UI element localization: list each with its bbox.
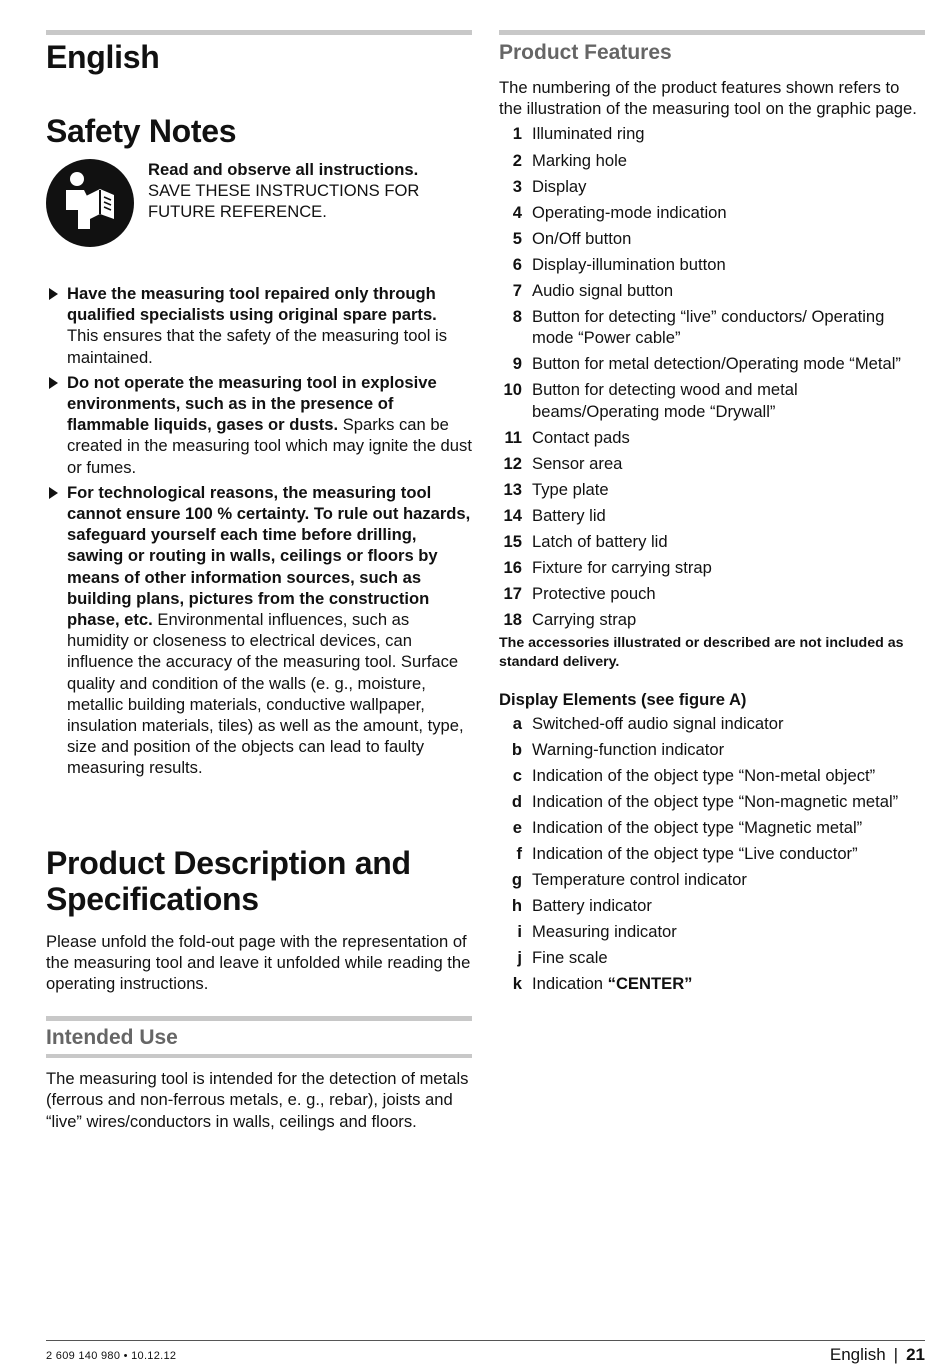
list-item: 18 Carrying strap	[503, 610, 637, 630]
bullet-bold: Have the measuring tool repaired only through qualified specialists using original spare parts.	[67, 284, 437, 325]
language-heading: English	[46, 39, 160, 75]
intended-use-rule-bottom	[46, 1054, 472, 1058]
list-item: 3 Display	[512, 176, 587, 196]
list-item: i Measuring indicator	[517, 922, 677, 942]
list-item: 7 Audio signal button	[512, 280, 674, 300]
bullet-arrow-icon	[49, 377, 58, 389]
safety-bullet	[46, 283, 472, 368]
list-item: j Fine scale	[517, 948, 608, 968]
top-rule-left	[46, 30, 472, 35]
list-item: b Warning-function indicator	[511, 739, 725, 759]
list-item: g Temperature control indicator	[511, 870, 747, 890]
list-item: a Switched-off audio signal indicator	[512, 713, 784, 733]
notice-caps-1: SAVE THESE INSTRUCTIONS FOR	[148, 181, 420, 201]
list-item: 1 Illuminated ring	[512, 124, 645, 144]
product-features-heading: Product Features	[499, 41, 672, 64]
list-item: e Indication of the object type “Magnetic metal”	[512, 817, 863, 837]
list-item: 6 Display-illumination button	[512, 254, 726, 274]
list-item: 10 Button for detecting wood and metal beams/Operating mode “Drywall”	[503, 380, 798, 421]
page-indicator	[830, 1345, 925, 1365]
display-elements-list	[499, 713, 925, 995]
features-list	[499, 123, 925, 630]
bullet-arrow-icon	[49, 487, 58, 499]
list-item: 9 Button for metal detection/Operating mode “Metal”	[512, 354, 901, 374]
bullet-bold: Do not operate the measuring tool in explosive environments, such as in the presence of flammable liquids, gases or dusts.	[67, 372, 437, 435]
footer-language: English	[829, 1345, 886, 1364]
list-item: 14 Battery lid	[503, 506, 606, 526]
left-column	[46, 30, 472, 1132]
intended-use-text: The measuring tool is intended for the detection of metals (ferrous and non-ferrous metals, e. g., rebar), joists and “live” wires/conductors in walls, ceilings and floors.	[46, 1069, 469, 1131]
safety-bullet	[46, 482, 472, 779]
list-item: k Indication “CENTER”	[512, 974, 693, 994]
unfold-instruction: Please unfold the fold-out page with the representation of the measuring tool and leave it unfolded while reading the operating instructions.	[46, 931, 471, 994]
right-column	[499, 30, 925, 1000]
list-item: h Battery indicator	[511, 896, 652, 916]
list-item: 11 Contact pads	[504, 427, 630, 447]
list-item: 5 On/Off button	[512, 228, 632, 248]
features-intro: The numbering of the product features shown refers to the illustration of the measuring tool on the graphic page.	[499, 78, 917, 119]
list-item: 8 Button for detecting “live” conductors/ Operating mode “Power cable”	[512, 307, 885, 348]
accessories-note: The accessories illustrated or described are not included as standard delivery.	[499, 634, 904, 670]
safety-bullet	[46, 372, 472, 478]
product-heading-line-1: Product Description and	[46, 844, 411, 881]
display-elements-heading: Display Elements (see figure A)	[499, 689, 747, 709]
notice-caps-2: FUTURE REFERENCE.	[148, 202, 327, 222]
document-code: 2 609 140 980 • 10.12.12	[46, 1350, 177, 1362]
read-instructions-notice	[46, 159, 472, 247]
safety-bullets	[46, 283, 472, 779]
list-item: 2 Marking hole	[512, 150, 628, 170]
list-item: d Indication of the object type “Non-magnetic metal”	[511, 791, 899, 811]
list-item: 4 Operating-mode indication	[512, 202, 727, 222]
bullet-text: This ensures that the safety of the measuring tool is maintained.	[67, 326, 448, 367]
bullet-text: Sparks can be created in the measuring tool which may ignite the dust or fumes.	[67, 415, 472, 477]
list-item: 15 Latch of battery lid	[503, 532, 668, 552]
list-item: 16 Fixture for carrying strap	[503, 558, 712, 578]
bullet-text: Environmental influences, such as humidity or closeness to electrical devices, can influence the accuracy of the measuring tool. Surface quality and condition of the walls (e. g., moisture, metallic building materials, conductive wallpaper, insulation materials, tiles) as well as the amount, type, size and position of the objects can lead to faulty measuring results.	[67, 610, 464, 778]
list-item: c Indication of the object type “Non-metal object”	[512, 765, 876, 785]
bullet-arrow-icon	[49, 288, 58, 300]
read-manual-icon	[46, 159, 134, 247]
list-item: f Indication of the object type “Live conductor”	[516, 843, 858, 863]
page-number: 21	[906, 1345, 925, 1364]
footer-separator: |	[893, 1345, 899, 1364]
bullet-bold: For technological reasons, the measuring tool cannot ensure 100 % certainty. To rule out hazards, safeguard yourself each time before drilling, sawing or routing in walls, ceilings or floors by means of other information sources, such as building plans, pictures from the construction phase, etc.	[67, 482, 471, 630]
list-item: 12 Sensor area	[503, 453, 623, 473]
intended-use-heading: Intended Use	[46, 1026, 178, 1050]
list-item: 13 Type plate	[503, 479, 609, 499]
product-heading-line-2: Specifications	[46, 880, 259, 917]
safety-notes-heading: Safety Notes	[46, 113, 237, 149]
page-footer	[46, 1340, 925, 1364]
list-item: 17 Protective pouch	[503, 584, 656, 604]
notice-text	[148, 159, 419, 247]
product-description-heading	[46, 845, 472, 917]
notice-bold: Read and observe all instructions.	[148, 160, 419, 179]
